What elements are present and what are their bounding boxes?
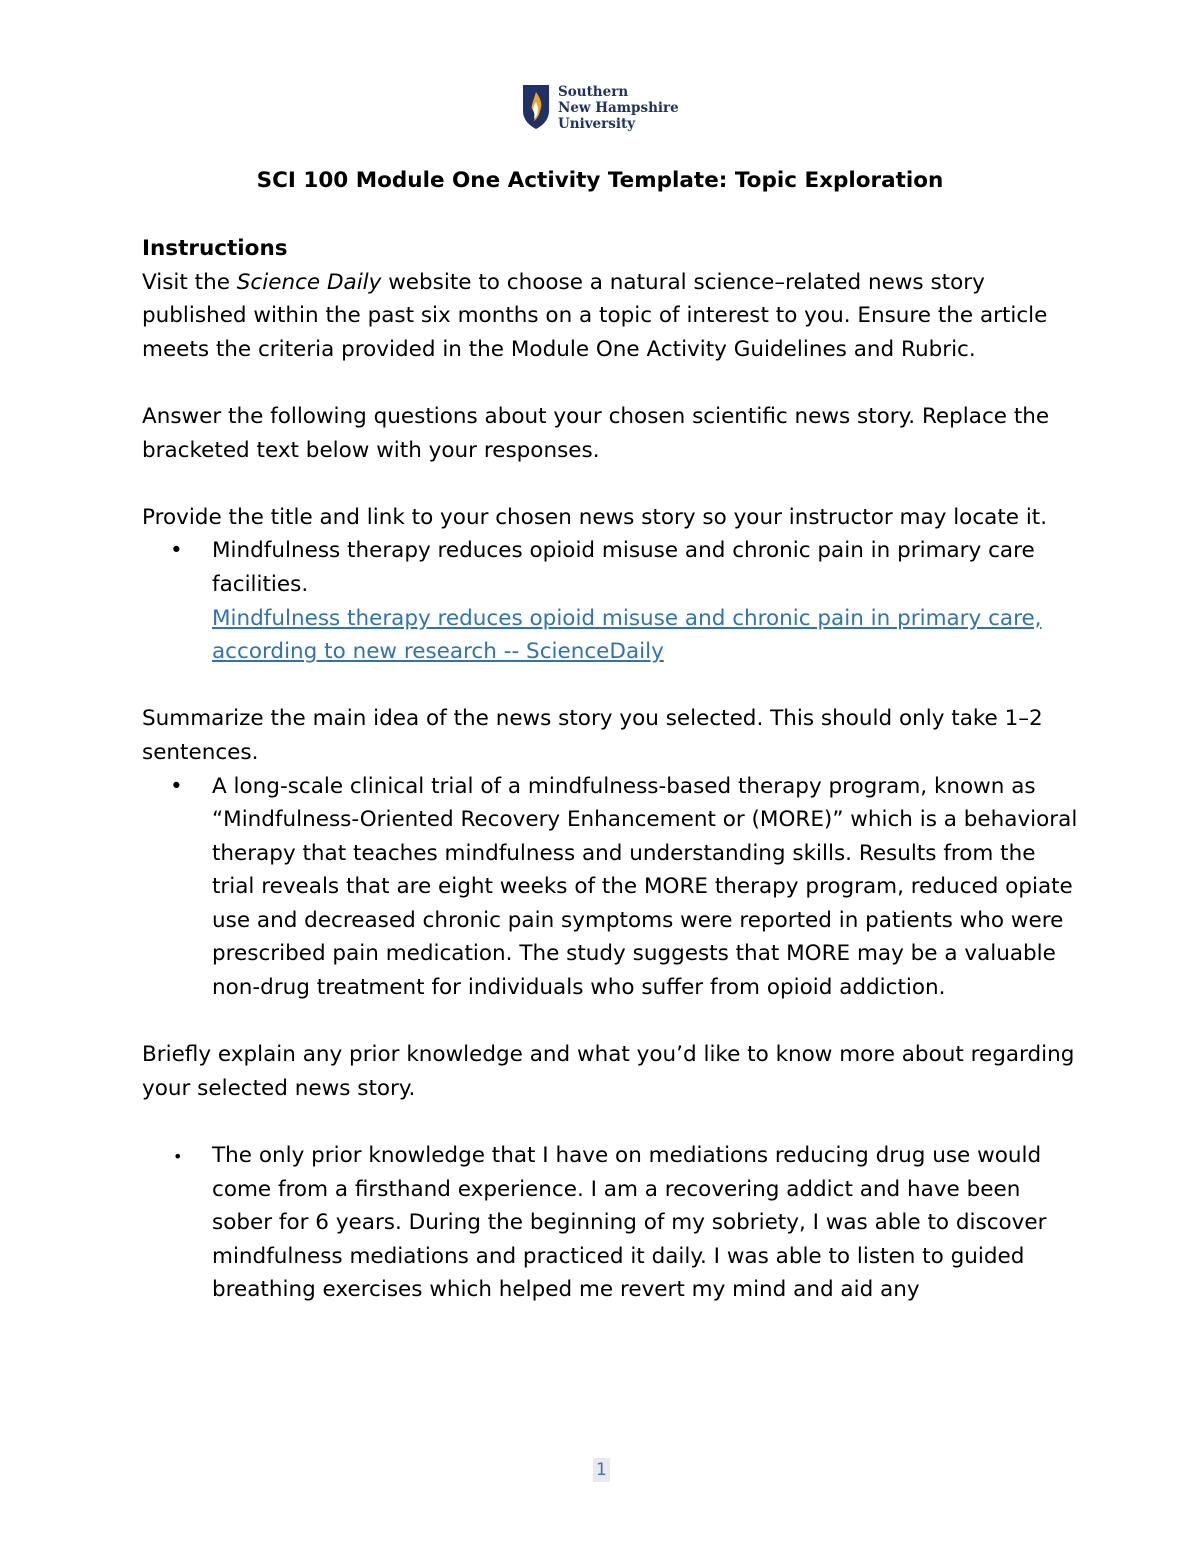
question-1-prompt: Provide the title and link to your chosen news story so your instructor may locate it. <box>142 504 1048 530</box>
instructions-text-end: website to choose a natural science–related news story published within the past six months on a topic of interest to you. Ensure the article meets the criteria provided in the Module One Activity Guidelines and Rubric. <box>142 269 1048 362</box>
question-2-prompt: Summarize the main idea of the news story you selected. This should only take 1–2 sentences. <box>142 706 1043 765</box>
instructions-paragraph-2: Answer the following questions about your chosen scientific news story. Replace the bracketed text below with your responses. <box>142 403 1050 463</box>
logo-line-1: Southern <box>558 84 629 100</box>
document-title: SCI 100 Module One Activity Template: Topic Exploration <box>256 168 944 193</box>
article-link[interactable]: Mindfulness therapy reduces opioid misuse and chronic pain in primary care, according to new research -- ScienceDaily <box>212 605 1042 665</box>
bullet-icon: • <box>170 773 183 799</box>
shield-flame-icon <box>522 84 550 130</box>
logo-line-2: New Hampshire <box>558 100 679 116</box>
instructions-heading: Instructions <box>142 236 288 261</box>
question-3-answer: The only prior knowledge that I have on mediations reducing drug use would come from a firsthand experience. I am a recovering addict and have been sober for 6 years. During the beginning of my sobriety, I was able to discover mindfulness mediations and practiced it daily. I was able to listen to guided breathing exercises which helped me revert my mind and aid any <box>212 1143 1047 1303</box>
question-2-answer: A long-scale clinical trial of a mindfulness-based therapy program, known as “Mindfulness-Oriented Recovery Enhancement or (MORE)” which is a behavioral therapy that teaches mindfulness and understanding skills. Results from the trial reveals that are eight weeks of the MORE therapy program, reduced opiate use and decreased chronic pain symptoms were reported in patients who were prescribed pain medication. The study suggests that MORE may be a valuable non-drug treatment for individuals who suffer from opioid addiction. <box>212 773 1078 1001</box>
instructions-site-name: Science Daily <box>236 269 382 295</box>
bullet-icon: • <box>173 1147 183 1167</box>
logo-line-3: University <box>558 116 636 132</box>
question-3-answer-item <box>142 1139 1082 1307</box>
question-1-answer: Mindfulness therapy reduces opioid misuse and chronic pain in primary care facilities. <box>212 538 1035 597</box>
question-3-prompt: Briefly explain any prior knowledge and what you’d like to know more about regarding your selected news story. <box>142 1042 1075 1101</box>
bullet-icon: • <box>170 538 183 564</box>
page-number: 1 <box>593 1458 610 1482</box>
question-3-answer-list <box>142 1139 1082 1307</box>
instructions-paragraph <box>142 266 1082 367</box>
question-1-answer-list <box>142 534 1082 668</box>
logo-wordmark <box>558 84 679 132</box>
question-2-answer-list <box>142 770 1082 1005</box>
question-1-answer-item <box>142 534 1082 668</box>
question-2-answer-item <box>142 770 1082 1005</box>
university-logo <box>522 84 679 132</box>
instructions-text-start: Visit the <box>142 269 237 295</box>
document-body <box>142 232 1082 1307</box>
